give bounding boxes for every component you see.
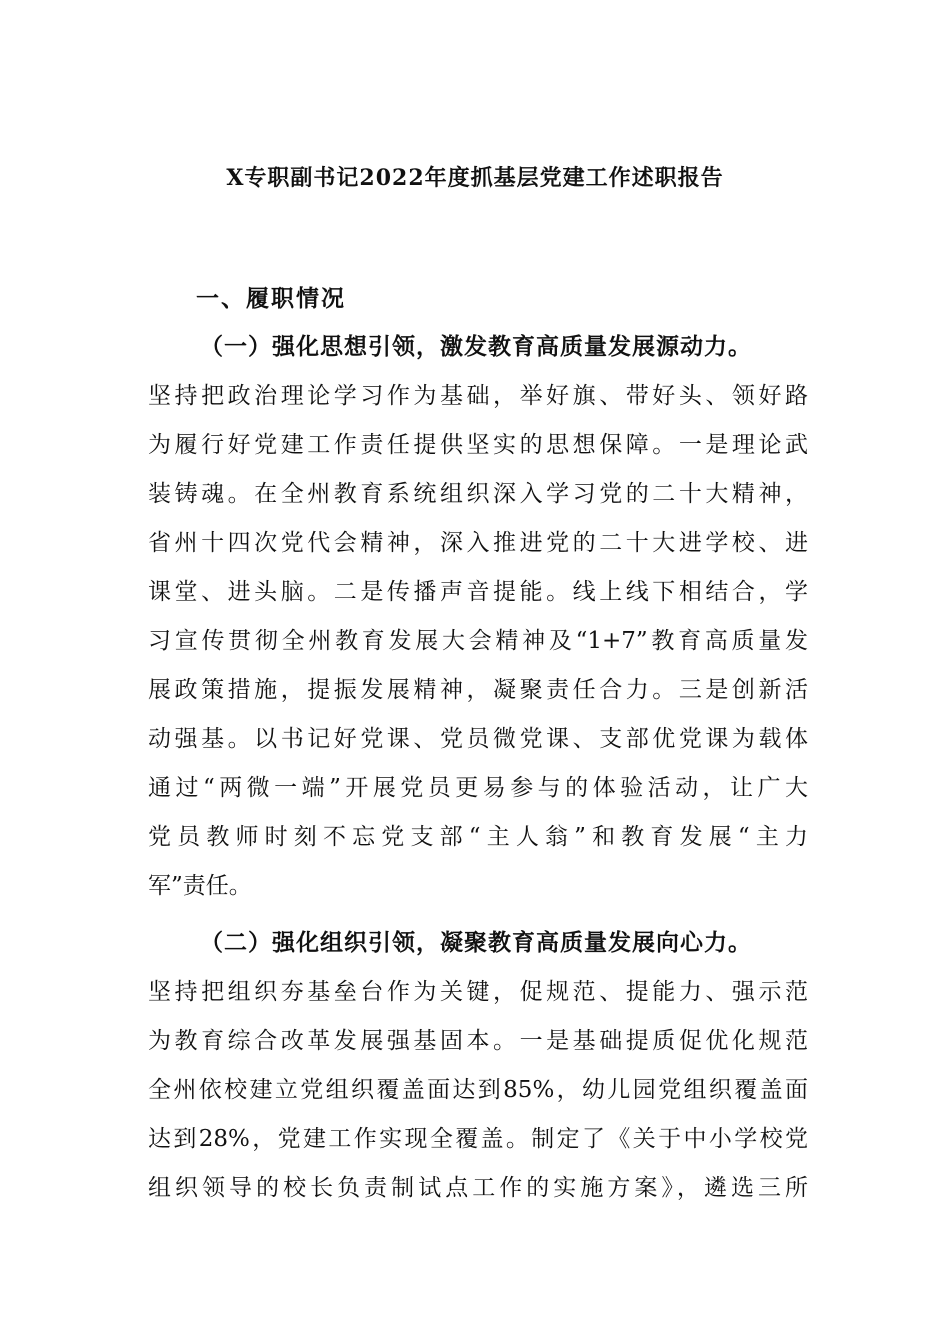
paragraph-line: 党员教师时刻不忘党支部“主人翁”和教育发展“主力 [148, 824, 808, 850]
paragraph-line: 装铸魂。在全州教育系统组织深入学习党的二十大精神， [148, 481, 808, 507]
paragraph-line: 课堂、进头脑。二是传播声音提能。线上线下相结合，学 [148, 579, 808, 605]
subsection-heading-2: （二）强化组织引领，凝聚教育高质量发展向心力。 [200, 929, 752, 956]
paragraph-line: 为教育综合改革发展强基固本。一是基础提质促优化规范 [148, 1028, 808, 1054]
paragraph-line: 展政策措施，提振发展精神，凝聚责任合力。三是创新活 [148, 677, 808, 703]
subsection-heading-1: （一）强化思想引领，激发教育高质量发展源动力。 [200, 333, 752, 360]
paragraph-line: 动强基。以书记好党课、党员微党课、支部优党课为载体 [148, 726, 808, 752]
paragraph-line: 习宣传贯彻全州教育发展大会精神及“1+7”教育高质量发 [148, 628, 808, 654]
paragraph-line: 坚持把组织夯基垒台作为关键，促规范、提能力、强示范 [148, 979, 808, 1005]
paragraph-line: 组织领导的校长负责制试点工作的实施方案》，遴选三所 [148, 1175, 808, 1201]
paragraph-line: 为履行好党建工作责任提供坚实的思想保障。一是理论武 [148, 432, 808, 458]
paragraph-line: 省州十四次党代会精神，深入推进党的二十大进学校、进 [148, 530, 808, 556]
paragraph-line: 全州依校建立党组织覆盖面达到85%，幼儿园党组织覆盖面 [148, 1077, 808, 1103]
paragraph-line: 坚持把政治理论学习作为基础，举好旗、带好头、领好路 [148, 383, 808, 409]
paragraph-line: 军”责任。 [148, 873, 252, 899]
document-title: X专职副书记2022年度抓基层党建工作述职报告 [226, 165, 724, 191]
paragraph-line: 通过“两微一端”开展党员更易参与的体验活动，让广大 [148, 775, 808, 801]
section-heading-1: 一、履职情况 [196, 285, 346, 312]
paragraph-line: 达到28%，党建工作实现全覆盖。制定了《关于中小学校党 [148, 1126, 808, 1152]
